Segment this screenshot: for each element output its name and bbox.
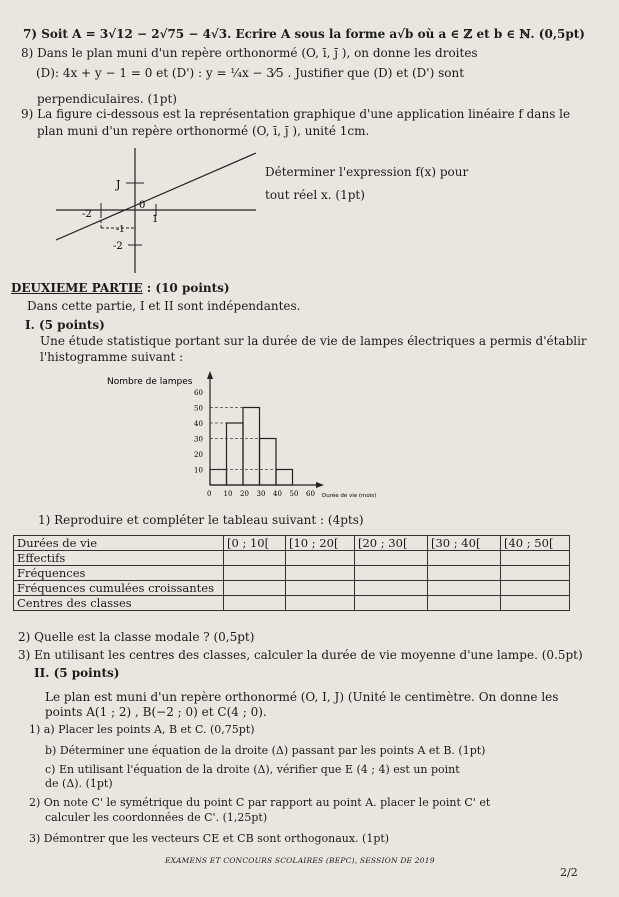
question-7: 7) Soit A = 3√12 − 2√75 − 4√3. Ecrire A sous la forme a√b où a ∈ ℤ et b ∈ ℕ. (0,5pt): [23, 27, 585, 41]
histogram-ytick-label: 10: [194, 466, 203, 475]
question-II-1b: b) Déterminer une équation de la droite (Δ) passant par les points A et B. (1pt): [45, 744, 486, 757]
histogram-bar: [260, 439, 277, 486]
part1-text1: Une étude statistique portant sur la durée de vie de lampes électriques a permis d'établir: [40, 334, 587, 348]
graph-label-1: 1: [152, 214, 159, 225]
histogram-ytick-label: 40: [194, 420, 203, 428]
table-row-label: Effectifs: [14, 551, 224, 566]
histogram-xlabel: Durée de vie (mois): [322, 493, 377, 499]
table-header-cell: Durées de vie: [14, 536, 224, 551]
page-number: 2/2: [560, 866, 578, 879]
question-9-line2: plan muni d'un repère orthonormé (O, ī, j̄ ), unité 1cm.: [37, 124, 370, 138]
question-II-1a: 1) a) Placer les points A, B et C. (0,75pt): [29, 723, 255, 736]
histogram-xtick-label: 0: [207, 490, 212, 498]
histogram-xtick-label: 40: [273, 490, 282, 498]
table-header-cell: [30 ; 40[: [428, 536, 501, 551]
histogram-xtick-label: 20: [240, 490, 249, 498]
part2-intro: Dans cette partie, I et II sont indépendantes.: [27, 299, 301, 313]
part1-title: I. (5 points): [25, 318, 105, 332]
histogram-bar: [243, 408, 260, 486]
question-II-1c-line2: de (Δ). (1pt): [45, 777, 113, 790]
question-II-2-line2: calculer les coordonnées de C'. (1,25pt): [45, 811, 268, 824]
question-II-1c-line1: c) En utilisant l'équation de la droite (Δ), vérifier que E (4 ; 4) est un point: [45, 763, 460, 776]
question-9-task1: Déterminer l'expression f(x) pour: [265, 165, 469, 179]
histogram: [100, 367, 420, 507]
graph-label-j: J: [116, 178, 121, 191]
part2-heading: [11, 281, 230, 295]
linear-function-graph: [56, 148, 256, 273]
question-9-line1: 9) La figure ci-dessous est la représentation graphique d'une application linéaire f dans le: [21, 107, 571, 121]
histogram-xtick-label: 30: [256, 490, 266, 498]
histogram-ytick-label: 30: [194, 435, 203, 444]
part2-points: : (10 points): [142, 281, 230, 295]
table-header-cell: [20 ; 30[: [355, 536, 428, 551]
table-header-cell: [40 ; 50[: [501, 536, 570, 551]
table-header-cell: [0 ; 10[: [224, 536, 286, 551]
table-row: [14, 581, 570, 596]
question-8-line3: perpendiculaires. (1pt): [37, 92, 177, 106]
question-8-line2: (D): 4x + y − 1 = 0 et (D') : y = ¼x − 3⁄5 . Justifier que (D) et (D') sont: [36, 66, 465, 80]
statistics-table: [13, 535, 570, 611]
histogram-ytick-label: 20: [194, 451, 203, 459]
exam-footer: EXAMENS ET CONCOURS SCOLAIRES (BEPC), SESSION DE 2019: [165, 856, 435, 865]
function-line: [56, 153, 256, 240]
part2-II-text1: Le plan est muni d'un repère orthonormé (O, I, J) (Unité le centimètre. On donne les: [45, 690, 559, 704]
question-8-line1: 8) Dans le plan muni d'un repère orthonormé (O, ī, j̄ ), on donne les droites: [21, 46, 478, 60]
part2-II-title: II. (5 points): [34, 666, 120, 680]
table-row-label: Centres des classes: [14, 596, 224, 611]
histogram-xtick-label: 60: [306, 490, 315, 498]
part2-title: DEUXIEME PARTIE: [11, 281, 143, 295]
histogram-bar: [276, 470, 293, 486]
histogram-xtick-label: 10: [223, 490, 233, 498]
question-I3: 3) En utilisant les centres des classes, calculer la durée de vie moyenne d'une lampe. (0.5pt): [18, 648, 583, 662]
histogram-bar: [227, 423, 244, 485]
table-row-label: Fréquences cumulées croissantes: [14, 581, 224, 596]
histogram-bar: [210, 470, 227, 486]
table-header-row: [14, 536, 570, 551]
question-II-2-line1: 2) On note C' le symétrique du point C par rapport au point A. placer le point C' et: [29, 796, 491, 809]
graph-label-neg1: -1: [116, 225, 125, 235]
table-header-cell: [10 ; 20[: [286, 536, 355, 551]
table-instruction: 1) Reproduire et compléter le tableau suivant : (4pts): [38, 513, 364, 527]
histogram-ytick-label: 60: [194, 389, 203, 397]
graph-label-origin: 0: [139, 200, 146, 211]
table-row: [14, 551, 570, 566]
table-row: [14, 596, 570, 611]
table-row: [14, 566, 570, 581]
part2-II-text2: points A(1 ; 2) , B(−2 ; 0) et C(4 ; 0).: [45, 705, 267, 719]
part1-text2: l'histogramme suivant :: [40, 350, 184, 364]
question-I2: 2) Quelle est la classe modale ? (0,5pt): [18, 630, 255, 644]
graph-label-neg2-x: -2: [82, 209, 92, 220]
question-9-task2: tout réel x. (1pt): [265, 188, 365, 202]
table-row-label: Fréquences: [14, 566, 224, 581]
question-II-3: 3) Démontrer que les vecteurs CE et CB sont orthogonaux. (1pt): [29, 832, 390, 845]
graph-label-neg2-y: -2: [113, 241, 123, 252]
histogram-ylabel: Nombre de lampes: [107, 377, 193, 387]
histogram-ytick-label: 50: [194, 404, 203, 413]
histogram-xtick-label: 50: [289, 490, 299, 498]
